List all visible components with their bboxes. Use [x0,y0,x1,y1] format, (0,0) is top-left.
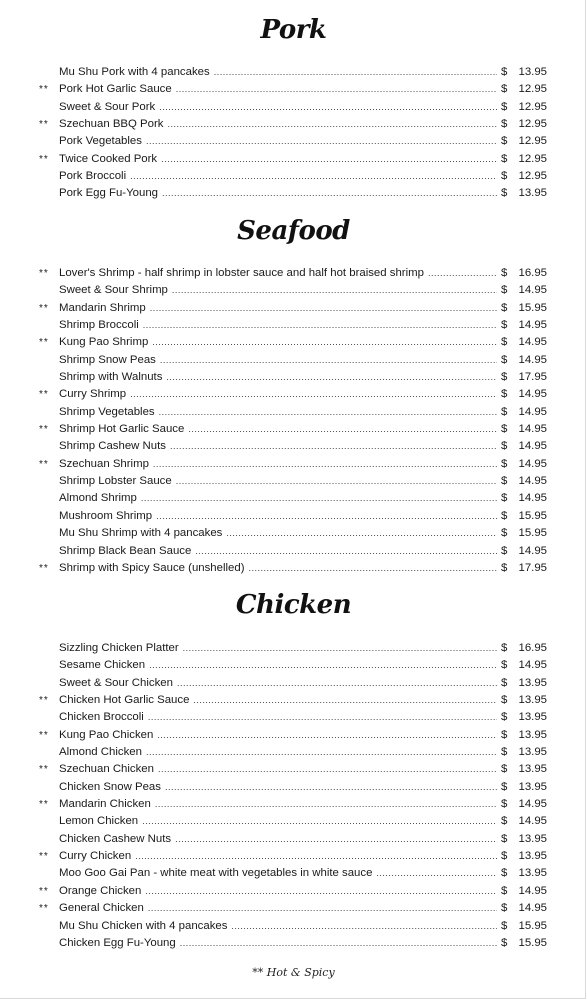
item-price: 13.95 [518,780,547,793]
item-name-leader [59,421,497,438]
menu-item [0,675,587,692]
item-name: Mushroom Shrimp [59,508,156,525]
menu-item [0,116,587,133]
item-name: Pork Egg Fu-Young [59,185,162,202]
item-name: Curry Shrimp [59,386,130,403]
dot-leader [149,657,497,674]
item-name: Shrimp Broccoli [59,317,143,334]
item-name-leader [59,265,497,282]
menu-item [0,560,587,577]
item-name: Sizzling Chicken Platter [59,640,183,657]
item-price: 12.95 [518,135,547,148]
currency-symbol: $ [501,457,508,470]
item-name: Twice Cooked Pork [59,151,161,168]
item-name: Chicken Hot Garlic Sauce [59,692,193,709]
item-name-leader [59,473,497,490]
item-name-leader [59,438,497,455]
item-price: 14.95 [518,405,547,418]
dot-leader [165,779,497,796]
item-name-leader [59,490,497,507]
item-name: Mu Shu Shrimp with 4 pancakes [59,525,226,542]
currency-symbol: $ [501,902,508,915]
dot-leader [146,133,497,150]
item-name: Chicken Snow Peas [59,779,165,796]
hot-spicy-marker: ** [39,119,49,131]
currency-symbol: $ [501,405,508,418]
currency-symbol: $ [501,728,508,741]
menu-item [0,831,587,848]
currency-symbol: $ [501,336,508,349]
menu-item [0,265,587,282]
item-name-leader [59,675,497,692]
currency-symbol: $ [501,135,508,148]
menu-item [0,779,587,796]
currency-symbol: $ [501,83,508,96]
item-name: Sweet & Sour Shrimp [59,282,172,299]
menu-item [0,692,587,709]
item-name-leader [59,64,497,81]
menu-item [0,334,587,351]
menu-item [0,848,587,865]
item-name: Shrimp with Walnuts [59,369,166,386]
item-name-leader [59,813,497,830]
dot-leader [150,300,497,317]
menu-item [0,404,587,421]
item-name: Chicken Broccoli [59,709,148,726]
item-price: 13.95 [518,850,547,863]
item-name: Sesame Chicken [59,657,149,674]
item-price: 14.95 [518,353,547,366]
item-name: Shrimp with Spicy Sauce (unshelled) [59,560,249,577]
hot-spicy-marker: ** [39,903,49,915]
dot-leader [143,317,497,334]
menu-item [0,709,587,726]
section-seafood [0,211,587,251]
item-name-leader [59,640,497,657]
dot-leader [175,831,497,848]
dot-leader [146,744,497,761]
currency-symbol: $ [501,509,508,522]
section-heading: Chicken [235,590,352,620]
menu-item [0,473,587,490]
currency-symbol: $ [501,319,508,332]
item-name: Pork Vegetables [59,133,146,150]
currency-symbol: $ [501,66,508,78]
item-price: 12.95 [518,170,547,183]
menu-item [0,813,587,830]
currency-symbol: $ [501,746,508,759]
item-price: 13.95 [518,763,547,776]
item-price: 14.95 [518,902,547,915]
currency-symbol: $ [501,676,508,689]
item-price: 15.95 [518,527,547,540]
currency-symbol: $ [501,187,508,200]
item-price: 16.95 [518,642,547,654]
item-price: 15.95 [518,919,547,932]
currency-symbol: $ [501,170,508,183]
currency-symbol: $ [501,711,508,724]
item-price: 16.95 [518,267,547,279]
hot-spicy-marker: ** [39,695,49,707]
item-price: 13.95 [518,694,547,707]
menu-item [0,369,587,386]
menu-item [0,657,587,674]
item-price: 14.95 [518,815,547,828]
menu-item [0,900,587,917]
item-price: 13.95 [518,66,547,78]
item-price: 17.95 [518,561,547,574]
item-name-leader [59,883,497,900]
currency-symbol: $ [501,371,508,384]
item-name-leader [59,560,497,577]
currency-symbol: $ [501,936,508,949]
item-price: 15.95 [518,301,547,314]
item-name-leader [59,352,497,369]
currency-symbol: $ [501,301,508,314]
dot-leader [183,640,497,657]
dot-leader [141,490,497,507]
item-name: Lover's Shrimp - half shrimp in lobster sauce and half hot braised shrimp [59,265,428,282]
dot-leader [214,64,497,81]
hot-spicy-marker: ** [39,337,49,349]
section-heading: Seafood [237,216,350,246]
item-name: Shrimp Hot Garlic Sauce [59,421,188,438]
item-name-leader [59,543,497,560]
item-name: Sweet & Sour Pork [59,99,159,116]
currency-symbol: $ [501,919,508,932]
item-name-leader [59,168,497,185]
item-name-leader [59,334,497,351]
seafood-items [0,265,587,577]
item-price: 14.95 [518,659,547,672]
menu-item [0,282,587,299]
dot-leader [231,918,497,935]
item-name-leader [59,796,497,813]
menu-item [0,300,587,317]
dot-leader [177,675,497,692]
currency-symbol: $ [501,100,508,113]
currency-symbol: $ [501,780,508,793]
dot-leader [167,116,497,133]
item-name: Chicken Egg Fu-Young [59,935,180,952]
item-name-leader [59,900,497,917]
item-name: Mu Shu Pork with 4 pancakes [59,64,214,81]
menu-item [0,744,587,761]
item-name: Almond Shrimp [59,490,141,507]
item-name-leader [59,865,497,882]
item-name: Chicken Cashew Nuts [59,831,175,848]
item-name: Szechuan Shrimp [59,456,153,473]
item-name: Kung Pao Shrimp [59,334,152,351]
item-price: 15.95 [518,509,547,522]
dot-leader [188,421,497,438]
item-price: 17.95 [518,371,547,384]
chicken-items [0,640,587,952]
currency-symbol: $ [501,118,508,131]
hot-spicy-marker: ** [39,851,49,863]
dot-leader [172,282,497,299]
item-price: 14.95 [518,423,547,436]
item-price: 13.95 [518,676,547,689]
dot-leader [130,168,497,185]
item-name-leader [59,744,497,761]
item-name-leader [59,761,497,778]
dot-leader [170,438,497,455]
menu-item [0,935,587,952]
currency-symbol: $ [501,850,508,863]
item-name-leader [59,185,497,202]
item-name-leader [59,133,497,150]
currency-symbol: $ [501,284,508,297]
menu-item [0,508,587,525]
menu-item [0,64,587,81]
item-price: 14.95 [518,798,547,811]
item-name-leader [59,831,497,848]
menu-item [0,525,587,542]
dot-leader [226,525,497,542]
item-name: Sweet & Sour Chicken [59,675,177,692]
currency-symbol: $ [501,544,508,557]
item-price: 12.95 [518,152,547,165]
section-pork [0,10,587,50]
item-name: Curry Chicken [59,848,135,865]
menu-item [0,796,587,813]
dot-leader [155,796,497,813]
item-price: 13.95 [518,746,547,759]
item-name-leader [59,692,497,709]
hot-spicy-marker: ** [39,302,49,314]
item-price: 13.95 [518,728,547,741]
dot-leader [130,386,497,403]
item-name-leader [59,848,497,865]
item-name-leader [59,456,497,473]
item-name: Shrimp Snow Peas [59,352,160,369]
dot-leader [162,185,497,202]
menu-item [0,883,587,900]
dot-leader [180,935,497,952]
item-name: Mandarin Shrimp [59,300,150,317]
menu-item [0,456,587,473]
menu-item [0,133,587,150]
item-name-leader [59,369,497,386]
item-price: 12.95 [518,83,547,96]
item-name: Shrimp Black Bean Sauce [59,543,195,560]
dot-leader [157,727,497,744]
item-name-leader [59,935,497,952]
item-price: 14.95 [518,319,547,332]
currency-symbol: $ [501,642,508,654]
item-name-leader [59,657,497,674]
dot-leader [195,543,497,560]
dot-leader [159,404,497,421]
item-name-leader [59,918,497,935]
dot-leader [158,761,497,778]
menu-item [0,317,587,334]
section-heading: Pork [260,15,327,45]
hot-spicy-marker: ** [39,268,49,279]
currency-symbol: $ [501,832,508,845]
item-name: Mandarin Chicken [59,796,155,813]
item-price: 14.95 [518,475,547,488]
dot-leader [376,865,497,882]
menu-item [0,185,587,202]
currency-symbol: $ [501,659,508,672]
currency-symbol: $ [501,763,508,776]
menu-item [0,421,587,438]
item-name: Shrimp Cashew Nuts [59,438,170,455]
item-price: 12.95 [518,118,547,131]
item-name-leader [59,508,497,525]
currency-symbol: $ [501,492,508,505]
currency-symbol: $ [501,884,508,897]
item-name-leader [59,779,497,796]
currency-symbol: $ [501,561,508,574]
item-name: Shrimp Lobster Sauce [59,473,176,490]
dot-leader [166,369,497,386]
item-name-leader [59,317,497,334]
hot-spicy-marker: ** [39,389,49,401]
menu-item [0,151,587,168]
dot-leader [428,265,497,282]
menu-item [0,727,587,744]
currency-symbol: $ [501,694,508,707]
item-name: Moo Goo Gai Pan - white meat with vegetables in white sauce [59,865,376,882]
item-price: 13.95 [518,832,547,845]
hot-spicy-marker: ** [39,458,49,470]
hot-spicy-marker: ** [39,424,49,436]
item-price: 14.95 [518,544,547,557]
menu-item [0,99,587,116]
menu-item [0,386,587,403]
currency-symbol: $ [501,388,508,401]
section-chicken [0,585,587,625]
item-name-leader [59,300,497,317]
menu-item [0,640,587,657]
dot-leader [142,813,497,830]
item-name: Mu Shu Chicken with 4 pancakes [59,918,231,935]
item-name: Almond Chicken [59,744,146,761]
hot-spicy-marker: ** [39,799,49,811]
dot-leader [176,473,497,490]
currency-symbol: $ [501,867,508,880]
item-name-leader [59,404,497,421]
dot-leader [193,692,497,709]
dot-leader [148,900,497,917]
currency-symbol: $ [501,815,508,828]
currency-symbol: $ [501,475,508,488]
item-price: 13.95 [518,867,547,880]
menu-item [0,918,587,935]
item-price: 12.95 [518,100,547,113]
item-name-leader [59,116,497,133]
item-name: Szechuan Chicken [59,761,158,778]
dot-leader [249,560,498,577]
item-name: Orange Chicken [59,883,145,900]
item-name: Pork Broccoli [59,168,130,185]
dot-leader [153,456,497,473]
item-price: 14.95 [518,336,547,349]
currency-symbol: $ [501,440,508,453]
dot-leader [160,352,497,369]
item-price: 14.95 [518,388,547,401]
item-name-leader [59,386,497,403]
hot-spicy-marker: ** [39,729,49,741]
currency-symbol: $ [501,152,508,165]
dot-leader [145,883,497,900]
item-price: 15.95 [518,936,547,949]
dot-leader [152,334,497,351]
currency-symbol: $ [501,353,508,366]
item-name-leader [59,727,497,744]
item-name: Szechuan BBQ Pork [59,116,167,133]
menu-item [0,168,587,185]
hot-spicy-marker: ** [39,84,49,96]
menu-item [0,438,587,455]
hot-spicy-marker: ** [39,885,49,897]
currency-symbol: $ [501,798,508,811]
dot-leader [159,99,497,116]
item-name-leader [59,709,497,726]
dot-leader [148,709,497,726]
menu-item [0,490,587,507]
item-price: 14.95 [518,284,547,297]
menu-item [0,761,587,778]
hot-spicy-marker: ** [39,764,49,776]
menu-item [0,81,587,98]
pork-items [0,64,587,203]
menu-item [0,543,587,560]
dot-leader [161,151,497,168]
item-name: General Chicken [59,900,148,917]
item-name-leader [59,99,497,116]
currency-symbol: $ [501,267,508,279]
item-price: 13.95 [518,187,547,200]
item-name: Pork Hot Garlic Sauce [59,81,176,98]
item-price: 14.95 [518,457,547,470]
currency-symbol: $ [501,423,508,436]
item-name: Shrimp Vegetables [59,404,159,421]
item-name: Lemon Chicken [59,813,142,830]
item-name-leader [59,525,497,542]
item-price: 14.95 [518,492,547,505]
hot-spicy-marker: ** [39,153,49,165]
dot-leader [176,81,497,98]
menu-item [0,865,587,882]
dot-leader [135,848,497,865]
item-price: 14.95 [518,884,547,897]
dot-leader [156,508,497,525]
item-name: Kung Pao Chicken [59,727,157,744]
menu-item [0,352,587,369]
footer-note: ** Hot & Spicy [252,966,335,979]
hot-spicy-marker: ** [39,562,49,574]
item-name-leader [59,151,497,168]
item-price: 13.95 [518,711,547,724]
item-price: 14.95 [518,440,547,453]
currency-symbol: $ [501,527,508,540]
item-name-leader [59,282,497,299]
item-name-leader [59,81,497,98]
